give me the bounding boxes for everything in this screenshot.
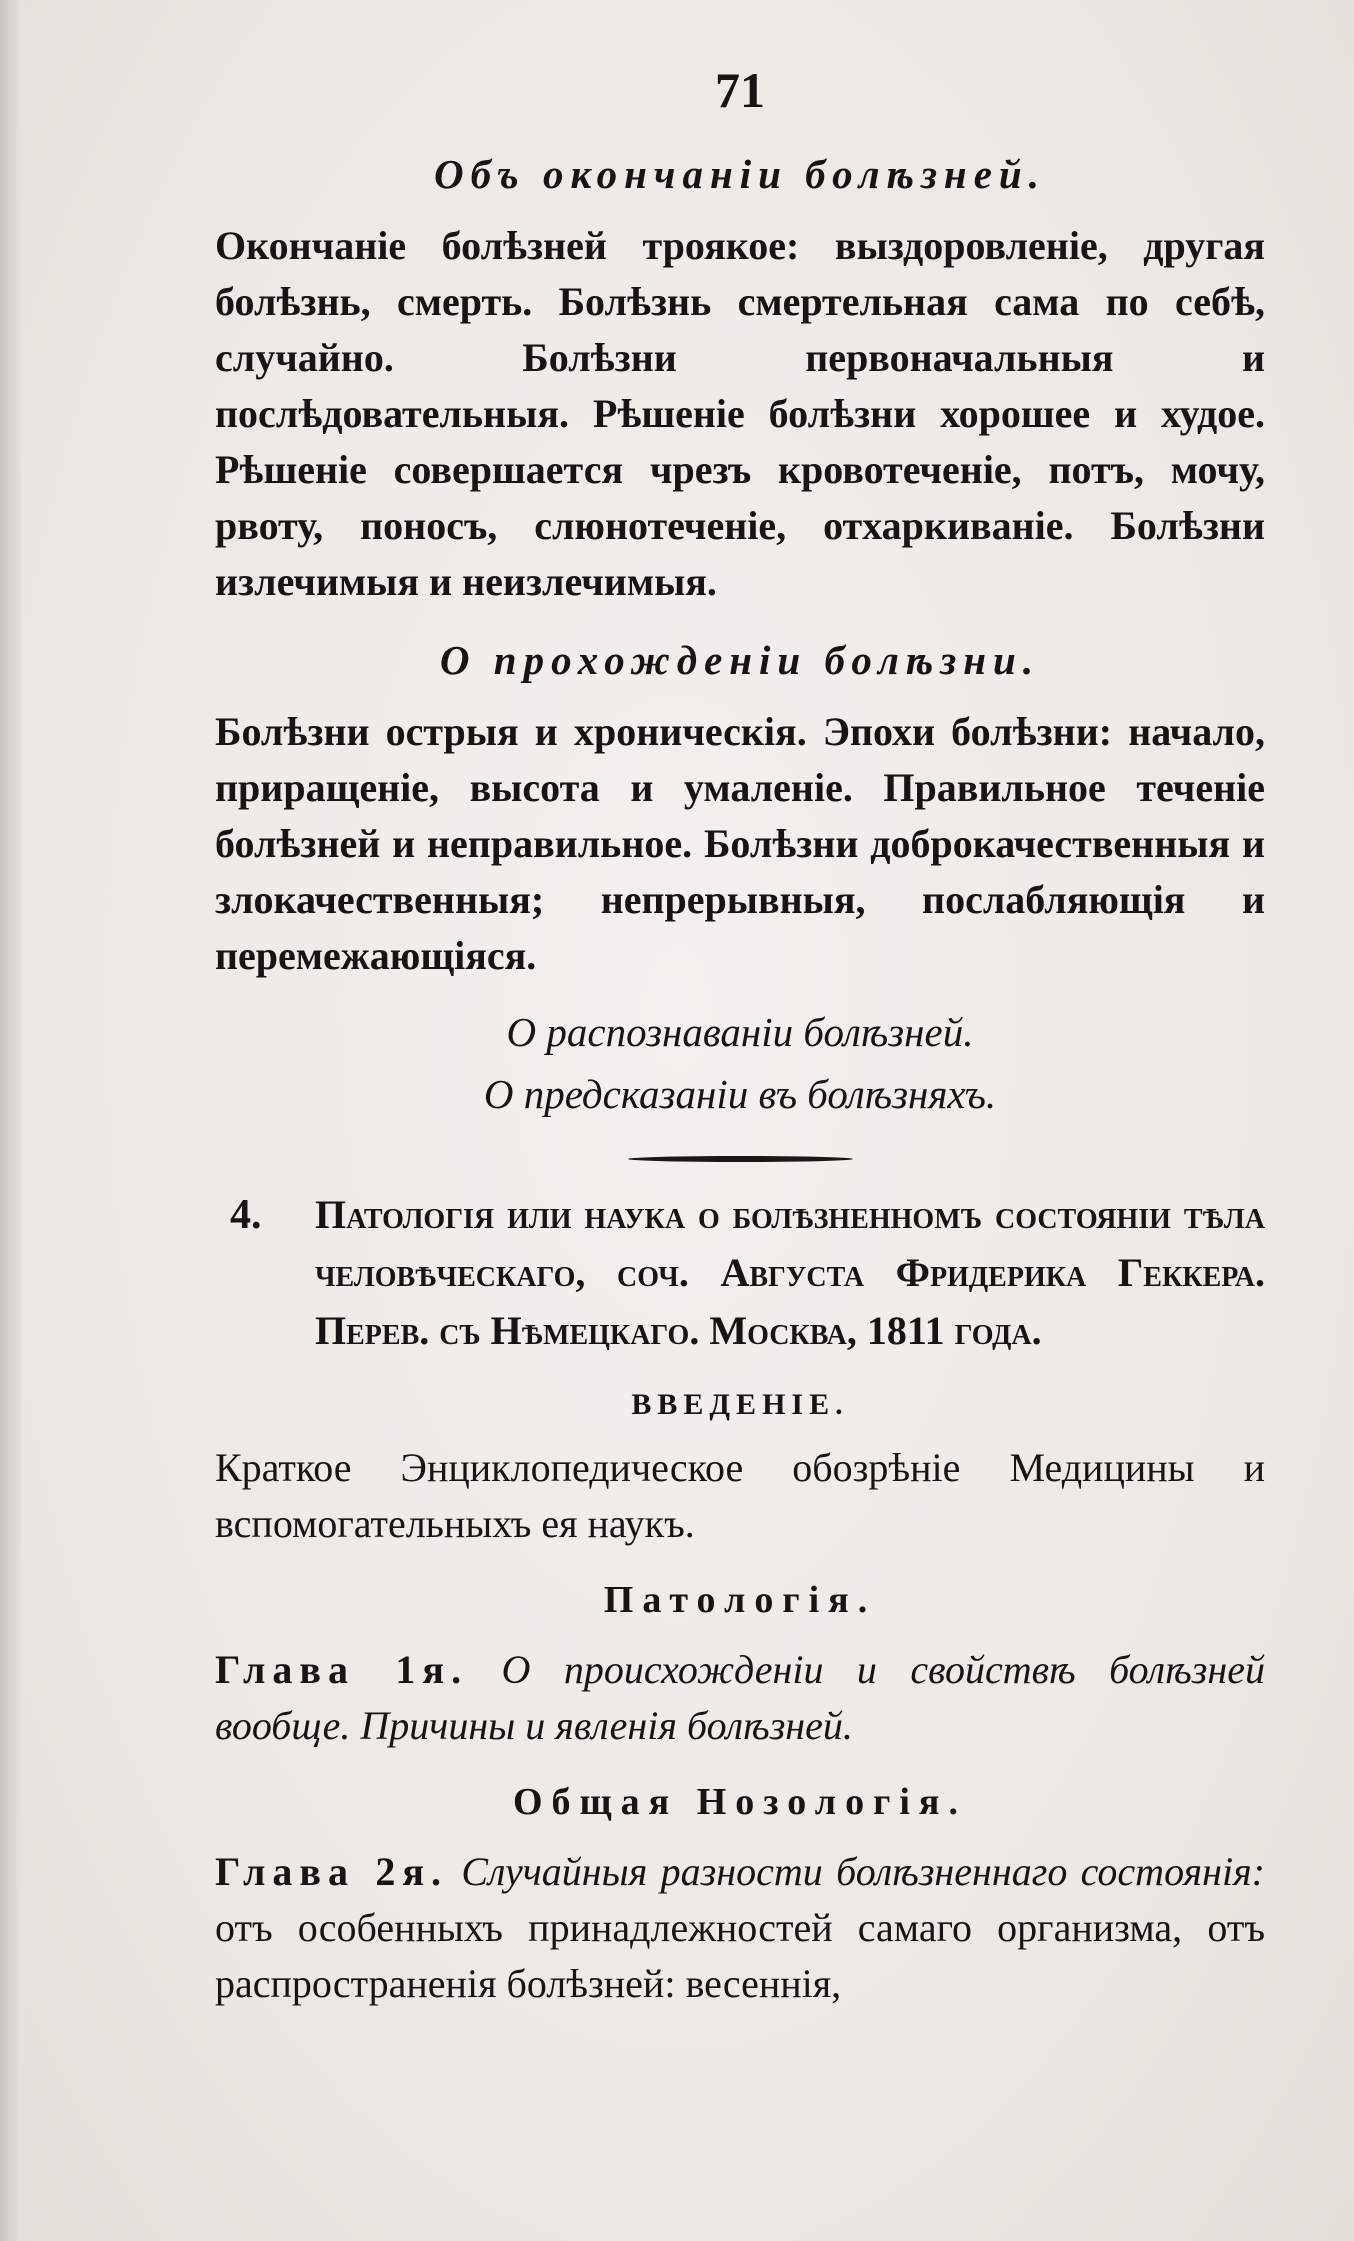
section-text-ending: Окончанiе болѣзней троякое: выздоровленiе, другая болѣзнь, смерть. Болѣзнь смертельная сама по себѣ, случайно. Болѣзни первоначальныя и послѣдовательныя. Рѣшенiе болѣзни хорошее и худое. Рѣшенiе совершается чрезъ кровотеченiе, потъ, мочу, рвоту, поносъ, слюнотеченiе, отхаркиванiе. Болѣзни излечимыя и неизлечимыя.	[215, 223, 1265, 604]
chapter-1-label: Глава 1я.	[215, 1647, 469, 1692]
page-content	[215, 50, 1265, 2012]
introduction-text: Краткое Энциклопедическое обозрѣнiе Медицины и вспомогательныхъ ея наукъ.	[215, 1445, 1265, 1546]
chapter-1	[215, 1642, 1265, 1754]
chapter-2-label: Глава 2я.	[215, 1849, 448, 1894]
entry-text: Патологiя или наука о болѣзненномъ состоянiи тѣла человѣческаго, соч. Августа Фридерика Геккера. Перев. съ Нѣмецкаго. Москва, 1811 года.	[315, 1192, 1265, 1353]
section-heading-course: О прохожденiи болѣзни.	[439, 637, 1041, 683]
chapter-1-title: О происхожденiи и свойствѣ болѣзней вообще. Причины и явленiя болѣзней.	[215, 1647, 1266, 1748]
chapter-2-title: Случайныя разности болѣзненнаго состоянiя:	[461, 1849, 1266, 1894]
introduction-heading: ВВЕДЕНIЕ.	[631, 1388, 849, 1421]
page-number: 71	[715, 62, 765, 118]
section-heading-ending: Объ окончанiи болѣзней.	[434, 151, 1046, 197]
section-divider	[628, 1156, 853, 1162]
entry-number: 4.	[230, 1192, 262, 1238]
subheading-prognosis: О предсказанiи въ болѣзняхъ.	[483, 1071, 997, 1117]
chapter-2	[215, 1844, 1265, 2012]
section-text-course: Болѣзни острыя и хроническiя. Эпохи болѣзни: начало, приращенiе, высота и умаленiе. Правильное теченiе болѣзней и неправильное. Болѣзни доброкачественныя и злокачественныя; непрерывныя, послабляющiя и перемежающiяся.	[215, 709, 1265, 978]
nosology-heading: Общая Нозологiя.	[513, 1781, 967, 1823]
page-gutter	[0, 0, 22, 2241]
subheading-diagnosis: О распознаванiи болѣзней.	[506, 1009, 974, 1055]
bibliography-entry	[215, 1186, 1265, 1360]
chapter-2-text: отъ особенныхъ принадлежностей самаго организма, отъ распространенiя болѣзней: весеннiя,	[215, 1905, 1265, 2006]
pathology-heading: Патологiя.	[603, 1579, 877, 1621]
